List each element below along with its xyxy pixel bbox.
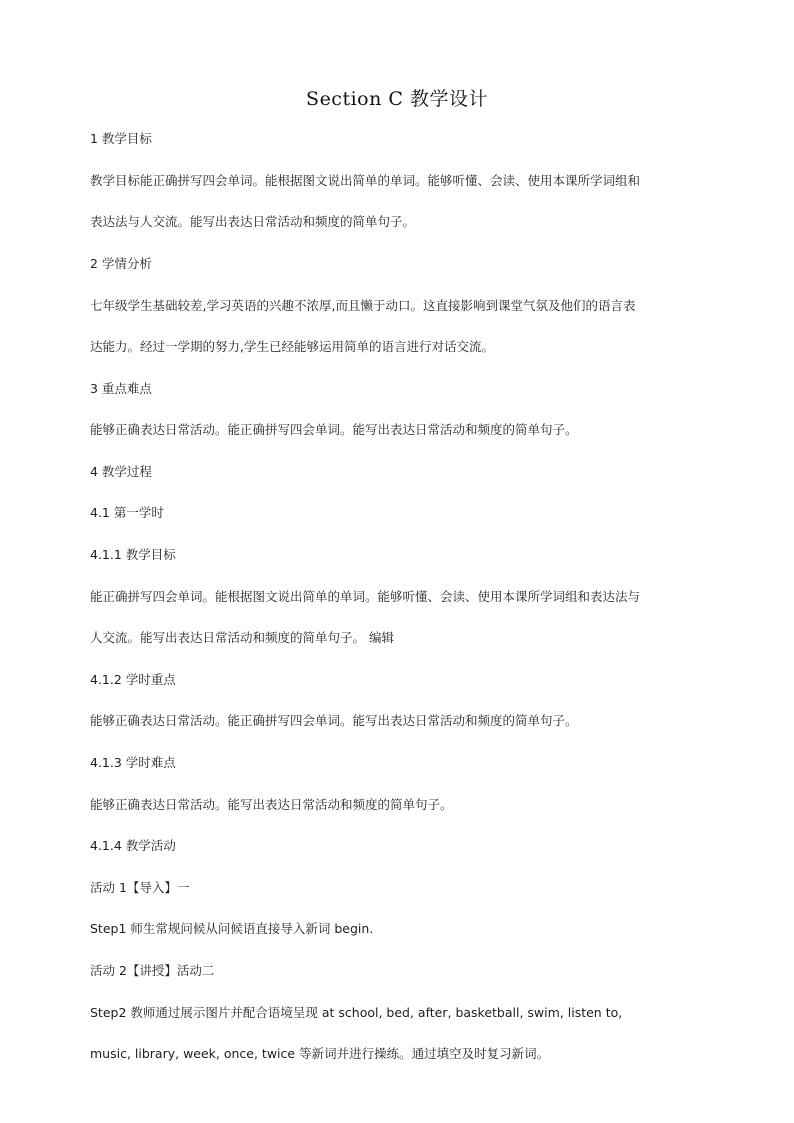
- paragraph-line: Step2 教师通过展示图片并配合语境呈现 at school, bed, after, basketball, swim, listen to,: [90, 1005, 623, 1020]
- paragraph-line: Step1 师生常规问候从问候语直接导入新词 begin.: [90, 921, 374, 936]
- heading-key-points: 3 重点难点: [90, 381, 152, 396]
- heading-teaching-goals: 1 教学目标: [90, 131, 152, 146]
- paragraph-line: 教学目标能正确拼写四会单词。能根据图文说出简单的单词。能够听懂、会读、使用本课所学词组和: [90, 173, 641, 188]
- document-title: Section C 教学设计: [306, 88, 488, 110]
- paragraph-line: 达能力。经过一学期的努力,学生已经能够运用简单的语言进行对话交流。: [90, 339, 494, 354]
- paragraph-line: 人交流。能写出表达日常活动和频度的简单句子。 编辑: [90, 630, 394, 645]
- paragraph-line: music, library, week, once, twice 等新词并进行操练。通过填空及时复习新词。: [90, 1046, 550, 1061]
- heading-teaching-activities: 4.1.4 教学活动: [90, 838, 176, 853]
- paragraph-line: 七年级学生基础较差,学习英语的兴趣不浓厚,而且懒于动口。这直接影响到课堂气氛及他们的语言表: [90, 298, 636, 313]
- paragraph-line: 能够正确表达日常活动。能正确拼写四会单词。能写出表达日常活动和频度的简单句子。: [90, 713, 578, 728]
- heading-lesson-focus: 4.1.2 学时重点: [90, 672, 176, 687]
- paragraph-line: 能够正确表达日常活动。能正确拼写四会单词。能写出表达日常活动和频度的简单句子。: [90, 422, 578, 437]
- paragraph-line: 能够正确表达日常活动。能写出表达日常活动和频度的简单句子。: [90, 797, 453, 812]
- heading-first-lesson: 4.1 第一学时: [90, 505, 164, 520]
- paragraph-line: 表达法与人交流。能写出表达日常活动和频度的简单句子。: [90, 214, 416, 229]
- activity-2-heading: 活动 2【讲授】活动二: [90, 963, 215, 978]
- heading-learner-analysis: 2 学情分析: [90, 256, 152, 271]
- heading-teaching-process: 4 教学过程: [90, 464, 152, 479]
- paragraph-line: 能正确拼写四会单词。能根据图文说出简单的单词。能够听懂、会读、使用本课所学词组和表达法与: [90, 589, 641, 604]
- activity-1-heading: 活动 1【导入】一: [90, 880, 190, 895]
- heading-lesson-goals: 4.1.1 教学目标: [90, 547, 176, 562]
- heading-lesson-difficulty: 4.1.3 学时难点: [90, 755, 176, 770]
